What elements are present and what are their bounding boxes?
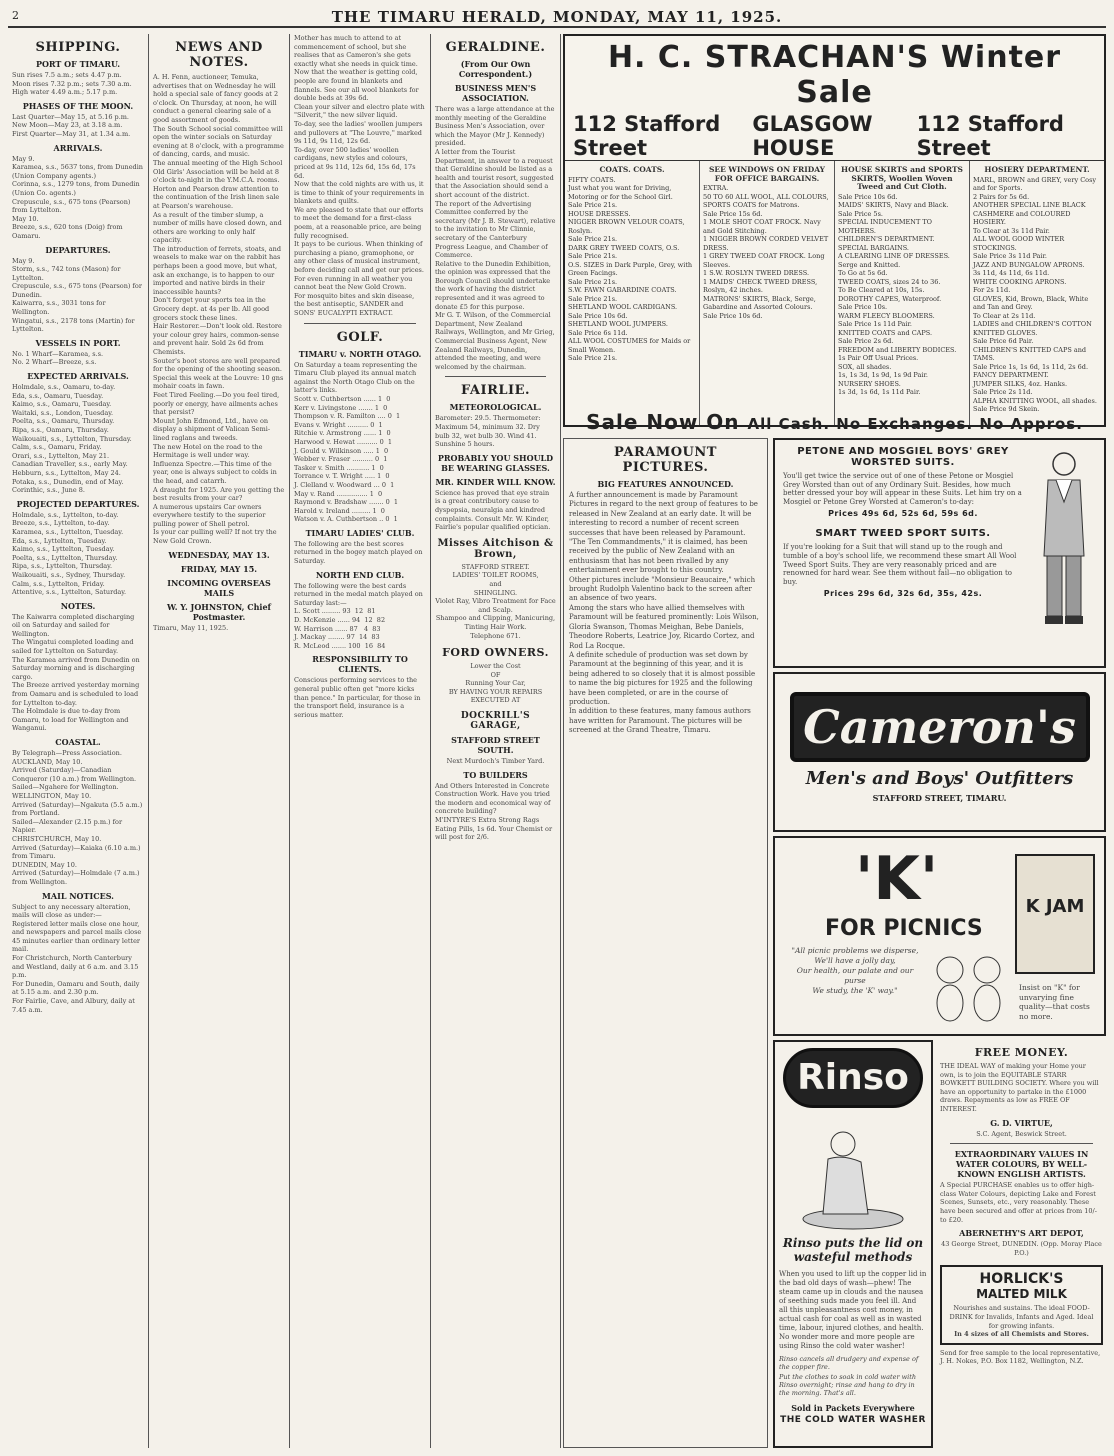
horlicks-brand: HORLICK'S [979, 1271, 1064, 1288]
abernethy-address: 43 George Street, DUNEDIN. (Opp. Moray Place P.O.) [941, 1240, 1104, 1257]
dockrill-address: STAFFORD STREET SOUTH. [451, 735, 540, 756]
petone-text: You'll get twice the service out of one of these Petone or Mosgiel Grey Worsted than out of any Ordinary Suit. Besides, how much better dressed your boy will appear in these Suits. Let him try on a Mosgiel or Petone Grey Worsted at Cameron's to-day: [783, 472, 1024, 506]
divider [445, 376, 546, 377]
north-end-text: The following were the best cards returned in the medal match played on Saturday last:— [294, 581, 425, 607]
paramount-text: A further announcement is made by Paramount Pictures in regard to the next group of features to be released in New Zealand at an early date. It will be interesting to record a number of recent screen successes that have been released by Paramount. "The Ten Commandments," it is claimed, has been received by the public of New Zealand with an enthusiasm that has not been rivalled by any entertainment ever brought to this country. Other pictures include "Monsieur Beaucaire," which brought Rudolph Valentino back to the screen after an absence of two years. Among the stars who have allied themselves with Paramount will be featured prominently: Lois Wilson, Gloria Swanson, Thomas Meighan, Bebe Daniels, Theodore Roberts, Leatrice Joy, Ricardo Cortez, and Rod La Rocque. A definite schedule of production was set down by Paramount at the beginning of this year, and it is being adhered to so closely that it is almost possible to name the big pictures for 1925 and the following have been completed, or are in the course of production. In addition to these features, many famous authors have written for Paramount. The pictures will be screened at the Grand Theatre, Timaru. [569, 491, 759, 735]
children-text: Sale Price 10s 6d. MAIDS' SKIRTS, Navy and Black. Sale Price 5s. SPECIAL INDUCEMENT TO MOTHERS. CHILDREN'S DEPARTMENT. SPECIAL BARGAINS. A CLEARING LINE OF DRESSES. Serge and Knitted. To Go at 5s 6d. TWEED COATS, sizes 24 to 36. To Be Cleared at 10s, 15s. DOROTHY CAPES, Waterproof. Sale Price 10s. WARM FLEECY BLOOMERS. Sale Price 1s 11d Pair. KNITTED COATS and CAPS. Sale Price 2s 6d. FREEDOM and LIBERTY BODICES. 1s Pair Off Usual Prices. SOX, all shades. 1s, 1s 3d, 1s 9d, 1s 9d Pair. NURSERY SHOES. 1s 3d, 1s 6d, 1s 11d Pair. [838, 192, 957, 396]
kinder-subheading: MR. KINDER WILL KNOW. [435, 476, 556, 487]
aitchison-lines: STAFFORD STREET. LADIES' TOILET ROOMS, and SHINGLING. Violet Ray, Vibro Treatment for Face and Scalp. Shampoo and Clipping, Manicuring, Tinting Hair Work. Telephone 671. [435, 562, 556, 640]
north-end-results: L. Scott ......... 93 12 81 D. McKenzie ...... 94 12 82 W. Harrison ...... 87 4 83 J. Mackay ........ 97 14 83 R. McLeod ....... 100 16 84 [294, 607, 386, 650]
insist-text: Insist on "K" for unvarying fine quality—that costs no more. [1019, 983, 1093, 1021]
jam-tin [1015, 854, 1095, 974]
arrivals-heading: ARRIVALS. [53, 142, 103, 153]
strachan-address-left: 112 Stafford Street [573, 112, 721, 160]
golf-heading: GOLF. [336, 329, 384, 345]
water-colours-heading: EXTRAORDINARY VALUES IN WATER COLOURS, BY WELL-KNOWN ENGLISH ARTISTS. [954, 1149, 1089, 1180]
virtue-name: G. D. VIRTUE, [990, 1117, 1053, 1128]
skirts-heading: HOUSE SKIRTS and SPORTS SKIRTS, Woollen Woven Tweed and Cut Cloth. [841, 165, 963, 191]
strachan-columns [565, 161, 1104, 427]
sport-suits-title: SMART TWEED SPORT SUITS. [815, 528, 991, 540]
strachan-hosiery-column [970, 161, 1104, 427]
signature-date: Timaru, May 11, 1925. [153, 623, 229, 632]
hosiery-text: MARL, BROWN and GREY, very Cosy and for Sports. 2 Pairs for 5s 6d. ANOTHER SPECIAL LINE BLACK CASHMERE and COLOURED HOSIERY. To Clear at 3s 11d Pair. ALL WOOL GOOD WINTER STOCKINGS. Sale Price 3s 11d Pair. JAZZ AND BUNGALOW APRONS. 3s 11d, 4s 11d, 6s 11d. WHITE COOKING APRONS. For 2s 11d. GLOVES, Kid, Brown, Black, White and Tan and Grey. To Clear at 2s 11d. LADIES and CHILDREN'S COTTON KNITTED GLOVES. Sale Price 6d Pair. CHILDREN'S KNITTED CAPS and TAMS. Sale Price 1s, 1s 6d, 1s 11d, 2s 6d. FANCY DEPARTMENT. JUMPER SILKS, 4oz. Hanks. Sale Price 2s 11d. ALPHA KNITTING WOOL, all shades. Sale Price 9d Skein. [973, 175, 1097, 413]
responsibility-heading: RESPONSIBILITY TO CLIENTS. [312, 654, 408, 675]
coastal-lines: By Telegraph—Press Association. AUCKLAND, May 10. Arrived (Saturday)—Canadian Conqueror (10 a.m.) from Wellington. Sailed—Ngahere for Wellington. WELLINGTON, May 10. Arrived (Saturday)—Ngakuta (5.5 a.m.) from Portland. Sailed—Alexander (2.15 p.m.) for Napier. CHRISTCHURCH, May 10. Arrived (Saturday)—Kaiaka (6.10 a.m.) from Timaru. DUNEDIN, May 10. Arrived (Saturday)—Holmdale (7 a.m.) from Wellington. [12, 749, 143, 886]
incoming-mails-heading: INCOMING OVERSEAS MAILS [167, 577, 271, 598]
port-lines: Sun rises 7.5 a.m.; sets 4.47 p.m. Moon rises 7.32 p.m.; sets 7.30 a.m. High water 4.49 a.m.; 5.17 p.m. [12, 71, 132, 97]
column-district [431, 34, 561, 1448]
geraldine-heading: GERALDINE. [445, 40, 546, 55]
departures-heading: DEPARTURES. [45, 244, 111, 255]
meteorological-heading: METEOROLOGICAL. [449, 402, 542, 413]
north-end-heading: NORTH END CLUB. [315, 569, 405, 580]
horlicks-sizes: In 4 sizes of all Chemists and Stores. [954, 1330, 1089, 1339]
boy-illustration [1034, 446, 1094, 646]
ford-lines: Lower the Cost OF Running Your Car, BY HAVING YOUR REPAIRS EXECUTED AT [448, 662, 543, 705]
divider [304, 323, 416, 324]
ford-heading: FORD OWNERS. [442, 646, 549, 660]
kinder-heading: PROBABLY YOU SHOULD BE WEARING GLASSES. [437, 452, 554, 473]
picnics-headline: FOR PICNICS [825, 916, 983, 941]
golf-results: Scott v. Cuthbertson ...... 1 0 Kerr v. Livingstone ....... 1 0 Thompson v. R. Familton .... 0 1 Evans v. Wright .......... 0 1 Ritchie v. Armstrong ...... 1 0 Harwood v. Hewat .......... 0 1 J. Gould v. Wilkinson ..... 1 0 Webber v. Fraser .......... 0 1 Tasker v. Smith ........... 1 0 Torrance v. T. Wright ..... 1 0 J. Clelland v. Woodward ... 0 1 May v. Rand ............... 1 0 Raymond v. Bradshaw ....... 0 1 Harold v. Ireland ......... 1 0 Watson v. A. Cuthbertson .. 0 1 [294, 394, 401, 524]
responsibility-text: Conscious performing services to the general public often get "more kicks than pence." In particular, for those in the transport field, insurance is a serious matter. [294, 676, 423, 719]
abernethy-name: ABERNETHY'S ART DEPOT, [959, 1228, 1084, 1239]
strachan-title: H. C. STRACHAN'S Winter Sale [607, 40, 1062, 110]
golf-subheading: TIMARU v. NORTH OTAGO. [298, 348, 422, 359]
paramount-article [563, 438, 768, 1448]
hosiery-heading: HOSIERY DEPARTMENT. [984, 165, 1090, 174]
rinso-text: When you used to lift up the copper lid in the bad old days of wash—phew! The steam came up in clouds and the nausea of seething suds made you feel ill. And all this unpleasantness cost money, in actual cash for coal as well as in wasted time, labour, injured clothes, and health. No wonder more and more people are using Rinso the cold water washer! [779, 1270, 929, 1350]
vessels-lines: No. 1 Wharf—Karamea, s.s. No. 2 Wharf—Breeze, s.s. [12, 349, 104, 367]
friday-heading: FRIDAY, MAY 15. [180, 563, 258, 574]
strachan-house: GLASGOW HOUSE [752, 112, 873, 160]
expected-lines: Holmdale, s.s., Oamaru, to-day. Eda, s.s., Oamaru, Tuesday. Kaimo, s.s., Oamaru, Tuesday. Waitaki, s.s., London, Tuesday. Poelta, s.s., Oamaru, Thursday. Ripa, s.s., Oamaru, Thursday. Waikouaiti, s.s., Lyttelton, Thursday. Calm, s.s., Oamaru, Friday. Orari, s.s., Lyttelton, May 21. Canadian Traveller, s.s., early May. Hebburn, s.s., Lyttelton, May 24. Potaka, s.s., Dunedin, end of May. Corinthic, s.s., June 8. [12, 383, 132, 495]
correspondent-note: (From Our Own Correspondent.) [458, 59, 533, 79]
rinso-advertisement [773, 1040, 933, 1448]
aitchison-heading: Misses Aitchison & Brown, [437, 537, 554, 560]
phases-lines: Last Quarter—May 15, at 5.16 p.m. New Moon—May 23, at 3.18 a.m. First Quarter—May 31, at 1.34 a.m. [12, 112, 131, 138]
kewpie-illustration [925, 948, 1015, 1034]
horlicks-text: Nourishes and sustains. The ideal FOOD-DRINK for Invalids, Infants and Aged. Ideal for growing infants. [949, 1304, 1096, 1330]
petone-prices: Prices 49s 6d, 52s 6d, 59s 6d. [828, 509, 978, 519]
coats-heading: COATS. COATS. [599, 165, 665, 174]
ladies-club-heading: TIMARU LADIES' CLUB. [305, 527, 415, 538]
notes-heading: NOTES. [60, 600, 96, 611]
vessels-heading: VESSELS IN PORT. [35, 337, 121, 348]
phases-heading: PHASES OF THE MOON. [22, 100, 134, 111]
rinso-footer: THE COLD WATER WASHER [780, 1415, 926, 1425]
sport-suits-text: If you're looking for a Suit that will stand up to the rough and tumble of a boy's school life, we recommend these smart All Wool Tweed Sport Suits. They are very reasonably priced and are renowned for hard wear. See them without fail—no obligation to buy. [783, 543, 1019, 586]
rinso-logo: Rinso [783, 1048, 923, 1108]
strachan-children-column [835, 161, 970, 427]
dockrill-heading: DOCKRILL'S GARAGE, [460, 711, 531, 732]
divider [950, 1143, 1093, 1144]
paramount-heading: PARAMOUNT PICTURES. [614, 445, 717, 475]
free-money-text: THE IDEAL WAY of making your Home your own, is to join the EQUITABLE STARR BOWKETT BUILDING SOCIETY. Where you will have an opportunity to partake in the £1000 draws. Repayments as low as FREE OF INTEREST. [940, 1062, 1101, 1113]
departures-lines: May 9. Storm, s.s., 742 tons (Mason) for Lyttelton. Crepuscule, s.s., 675 tons (Pearson) for Dunedin. Kaiwarra, s.s., 3031 tons for Wellington. Wingatui, s.s., 2178 tons (Martin) for Lyttelton. [12, 256, 142, 334]
golf-text: On Saturday a team representing the Timaru Club played its annual match against the North Otago Club on the latter's links. [294, 360, 420, 395]
projected-lines: Holmdale, s.s., Lyttelton, to-day. Breeze, s.s., Lyttelton, to-day. Karamea, s.s., Lyttelton, Tuesday. Eda, s.s., Lyttelton, Tuesday. Kaimo, s.s., Lyttelton, Tuesday. Poelta, s.s., Lyttelton, Thursday. Ripa, s.s., Lyttelton, Thursday. Waikouaiti, s.s., Sydney, Thursday. Calm, s.s., Lyttelton, Friday. Attentive, s.s., Lyttelton, Saturday. [12, 510, 127, 597]
strachan-address-bar [565, 112, 1104, 161]
shipping-heading: SHIPPING. [35, 40, 121, 55]
jam-tin-label: K JAM [1025, 896, 1085, 917]
masthead [8, 6, 1106, 28]
virtue-address: S.C. Agent, Beswick Street. [976, 1129, 1067, 1138]
woman-illustration [783, 1114, 923, 1234]
mcintyre-text: M'INTYRE'S Extra Strong Rags Eating Pills, 1s 6d. Your Chemist or will post for 2/6. [435, 816, 555, 842]
sale-terms: All Cash. No Exchanges. No Appros. [747, 415, 1083, 433]
cameron-advertisement [773, 672, 1106, 832]
horlicks-malted: MALTED MILK [976, 1287, 1067, 1302]
local-text: Mother has much to attend to at commencement of school, but she realises that as Cameron's she gets exactly what she needs in quick time. Now that the weather is getting cold, people are found in blankets and flannels. See our all wool blankets for double beds at 39s 6d. Clean your silver and electro plate with "Silverit," the new silver liquid. To-day, see the ladies' woollen jumpers and pullovers at "The Louvre," marked 9s 11d, 9s 11d, 12s 6d. To-day, over 500 ladies' woollen cardigans, new styles and colours, priced at 9s 11d, 12s 6d, 15s 6d, 17s 6d. Now that the cold nights are with us, it is time to think of your requirements in blankets and quilts. We are pleased to state that our efforts to meet the demand for a first-class poem, at a reasonable price, are being fully recognised. It pays to be curious. When thinking of purchasing a piano, gramophone, or any other class of musical instrument, before deciding call and get our prices. For even running in all weather you cannot beat the New Gold Crown. For mosquito bites and skin disease, the best antiseptic, SANDER and SONS' EUCALYPTI EXTRACT. [294, 34, 425, 317]
projected-heading: PROJECTED DEPARTURES. [16, 498, 140, 509]
coats-text: FIFTY COATS. Just what you want for Driving, Motoring or for the School Girl. Sale Price 21s. HOUSE DRESSES. NIGGER BROWN VELOUR COATS, Roslyn. Sale Price 21s. DARK GREY TWEED COATS, O.S. Sale Price 21s. O.S. SIZES in Dark Purple, Grey, with Green Facings. Sale Price 21s. S.W. FAWN GABARDINE COATS. Sale Price 21s. SHETLAND WOOL CARDIGANS. Sale Price 10s 6d. SHETLAND WOOL JUMPERS. Sale Price 6s 11d. ALL WOOL COSTUMES for Maids or Small Women. Sale Price 21s. [568, 175, 693, 362]
builders-text: And Others Interested in Concrete Construction Work. Have you tried the modern and economical way of concrete building? [435, 781, 553, 816]
port-heading: PORT OF TIMARU. [35, 59, 121, 69]
cameron-logo: Cameron's [790, 692, 1090, 762]
dresses-text: EXTRA. 50 TO 60 ALL WOOL, ALL COLOURS, SPORTS COATS for Matrons. Sale Price 15s 6d. 1 MOLE SHOT COAT FROCK. Navy and Gold Stitching. 1 NIGGER BROWN CORDED VELVET DRESS. 1 GREY TWEED COAT FROCK. Long Sleeves. 1 S.W. ROSLYN TWEED DRESS. 1 MAIDS' CHECK TWEED DRESS, Roslyn, 42 inches. MATRONS' SKIRTS, Black, Serge, Gabardine and Assorted Colours. Sale Price 10s 6d. [703, 184, 829, 320]
free-money-heading: FREE MONEY. [974, 1046, 1069, 1059]
expected-heading: EXPECTED ARRIVALS. [27, 371, 129, 382]
picnic-verse: "All picnic problems we disperse, We'll have a jolly day, Our health, our palate and our purse We study, the 'K' way." [791, 946, 919, 995]
cameron-tagline: Men's and Boys' Outfitters [805, 768, 1074, 789]
meteorological-text: Barometer: 29.5. Thermometer: Maximum 54, minimum 32. Dry bulb 32, wet bulb 30. Wind 41. Sunshine 5 hours. [435, 414, 543, 449]
wednesday-heading: WEDNESDAY, MAY 13. [168, 549, 270, 560]
column-local [290, 34, 431, 1448]
coastal-heading: COASTAL. [55, 737, 101, 747]
news-text: A. H. Fenn, auctioneer, Temuka, advertises that on Wednesday he will hold a special sale of fancy goods at 2 o'clock. On Thursday, at noon, he will conduct a general clearing sale of a good assortment of goods. The South School social committee will open the winter socials on Saturday evening at 8 o'clock, with a programme of dancing, cards, and music. The annual meeting of the High School Old Girls' Association will be held at 8 o'clock to-night in the Y.M.C.A. rooms. Horton and Pearson draw attention to the continuation of the Irish linen sale at Pearson's warehouse. As a result of the timber slump, a number of mills have closed down, and others are working to only half capacity. The introduction of ferrets, stoats, and weasels to make war on the rabbit has perhaps been a good move, but what, ask an exchange, is to happen to our imported and native birds in their inaccessible haunts? Don't forget your sports tea in the Grocery dept. at 4s per lb. All good grocers stock these lines. Hair Restorer.—Don't look old. Restore your colour grey hairs, common-sense and prevent hair. Sold 2s 6d from Chemists. Souter's boot stores are well prepared for the opening of the shooting season. Special this week at the Louvre: 10 gns mohair coats in fawn. Feet Tired Feeling.—Do you feel tired, poorly or energy, have ailments aches that persist? Mount John Edmond, Ltd., have on display a shipment of Valican Semi-lined raglans and tweeds. The new Hotel on the road to the Hermitage is well under way. Influenza Spectre.—This time of the year, one is always subject to colds in the head, and catarrh. A draught for 1925. Are you getting the best results from your car? A numerous upstairs Car owners everywhere testify to the superior pulling power of Shell petrol. Is your car pulling well? If not try the New Gold Crown. [153, 73, 285, 546]
paramount-subheading: BIG FEATURES ANNOUNCED. [597, 479, 734, 489]
sale-now-on-banner [563, 410, 1106, 434]
k-letter: 'K' [855, 844, 939, 914]
builders-heading: TO BUILDERS [463, 769, 528, 780]
newspaper-title: THE TIMARU HERALD, MONDAY, MAY 11, 1925. [331, 8, 783, 26]
k-jam-advertisement [773, 836, 1106, 1036]
postmaster-signature: W. Y. JOHNSTON, Chief Postmaster. [166, 601, 271, 622]
dockrill-near: Next Murdoch's Timber Yard. [446, 757, 545, 766]
cameron-address: STAFFORD STREET, TIMARU. [872, 793, 1007, 803]
right-column-ads [937, 1040, 1106, 1448]
horlicks-advertisement [940, 1265, 1103, 1344]
rinso-slogan: Rinso puts the lid on wasteful methods [782, 1236, 924, 1264]
sport-suits-prices: Prices 29s 6d, 32s 6d, 35s, 42s. [823, 589, 983, 599]
fairlie-heading: FAIRLIE. [460, 383, 531, 399]
strachan-dresses-column [700, 161, 835, 427]
geraldine-text: There was a large attendance at the monthly meeting of the Geraldine Business Men's Association, over which the Mayor (Mr J. Kennedy) presided. A letter from the Tourist Department, in answer to a request that Geraldine should be listed as a health and tourist resort, suggested that the Association should send a short account of the district. The report of the Advertising Committee conferred by the secretary (Mr J. B. Stewart), relative to the invitation to Mr Clinnie, secretary of the Canterbury Progress League, and Chamber of Commerce. Relative to the Dunedin Exhibition, the opinion was expressed that the Borough Council should undertake the work of having the district represented and it was agreed to donate £5 for this purpose. Mr G. T. Wilson, of the Commercial Department, New Zealand Railways, Wellington, and Mr Grieg, Commercial Business Agent, New Zealand Railways, Dunedin, attended the meeting, and were welcomed by the chairman. [435, 105, 556, 371]
arrivals-lines: May 9. Karamea, s.s., 5637 tons, from Dunedin (Union Company agents.) Corinna, s.s., 1279 tons, from Dunedin (Union Co. agents.) Crepuscule, s.s., 675 tons (Pearson) from Lyttelton. May 10. Breeze, s.s., 620 tons (Doig) from Oamaru. [12, 154, 143, 240]
kinder-text: Science has proved that eye strain is a great contributory cause to dyspepsia, neuralgia and kindred complaints. Consult Mr. W. Kinder, Fairlie's popular qualified optician. [435, 488, 552, 532]
petone-advertisement [773, 438, 1106, 668]
rinso-side: Rinso cancels all drudgery and expense of the copper fire. [779, 1355, 921, 1371]
water-colours-text: A Special PURCHASE enables us to offer high-class Water Colours, depicting Lake and Forest Scenes, Sunsets, etc., very reasonably. These have been secured and offer at prices from 10/- to £20. [940, 1181, 1099, 1224]
sale-now-on: Sale Now On [586, 410, 740, 434]
page-number: 2 [12, 9, 19, 22]
strachan-coats-column [565, 161, 700, 427]
bma-heading: BUSINESS MEN'S ASSOCIATION. [454, 83, 537, 103]
notes-text: The Kaiwarra completed discharging oil on Saturday and sailed for Wellington. The Wingatui completed loading and sailed for Lyttelton on Saturday. The Karamea arrived from Dunedin on Saturday morning and is discharging cargo. The Breeze arrived yesterday morning from Oamaru and is scheduled to load for Lyttelton to-day. The Holmdale is due to-day from Oamaru, to load for Wellington and Wanganui. [12, 612, 140, 733]
rinso-steps: Put the clothes to soak in cold water with Rinso overnight; rinse and hang to dry in the morning. That's all. [779, 1373, 919, 1397]
news-heading: NEWS AND NOTES. [175, 40, 263, 70]
mail-heading: MAIL NOTICES. [42, 890, 114, 901]
windows-heading: SEE WINDOWS ON FRIDAY FOR OFFICE BARGAINS. [708, 165, 826, 183]
mail-text: Subject to any necessary alteration, mails will close as under:— Registered letter mails close one hour, and newspapers and parcel mails close 45 minutes earlier than ordinary letter mail. For Christchurch, North Canterbury and Westland, daily at 6 a.m. and 3.15 p.m. For Dunedin, Oamaru and South, daily at 5.15 a.m. and 2.30 p.m. For Fairlie, Cave, and Albury, daily at 7.45 a.m. [12, 902, 142, 1014]
strachan-address-right: 112 Stafford Street [916, 112, 1064, 160]
rinso-packets: Sold in Packets Everywhere [791, 1403, 915, 1413]
petone-title: PETONE AND MOSGIEL BOYS' GREY WORSTED SUITS. [797, 446, 1009, 468]
horlicks-send: Send for free sample to the local representative, J. H. Nokes, P.O. Box 1182, Wellington, N.Z. [940, 1348, 1103, 1366]
ladies-club-text: The following are the best scores returned in the bogey match played on Saturday. [294, 539, 425, 566]
column-shipping [8, 34, 149, 1448]
column-news [149, 34, 290, 1448]
strachan-advertisement [563, 34, 1106, 427]
